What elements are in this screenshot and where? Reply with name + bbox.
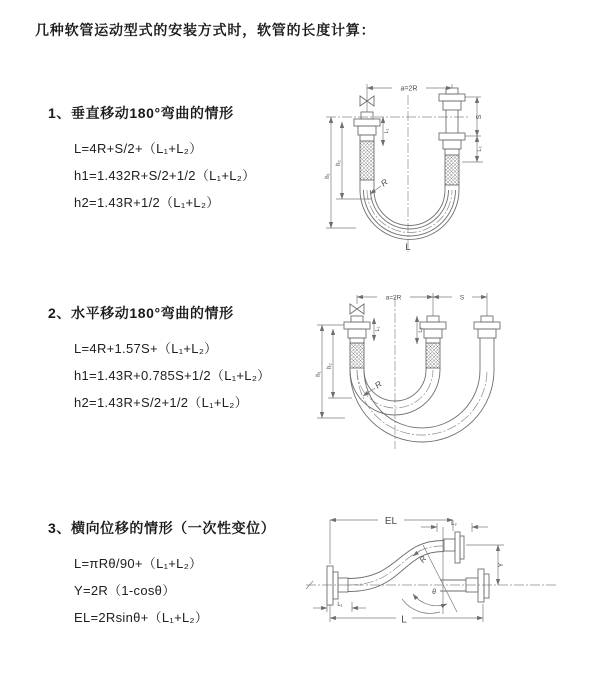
dim-label-length: L [401, 614, 407, 626]
section-2-heading: 2、水平移动180°弯曲的情形 [48, 305, 234, 321]
dim-label-s: S [476, 114, 483, 120]
construction-lines [402, 527, 457, 614]
right-flange-assembly [439, 88, 465, 185]
braided-hose-section [445, 155, 459, 185]
hose-u-bends [350, 368, 494, 442]
dim-label-l1: L₁ [337, 602, 343, 608]
l-dimension [330, 604, 483, 626]
left-dimensions [316, 325, 352, 418]
page-title: 几种软管运动型式的安装方式时，软管的长度计算： [35, 22, 376, 38]
section-1-formula-h2: h2=1.43R+1/2（L₁+L₂） [74, 195, 220, 210]
diagram-horizontal-180-bend [305, 283, 600, 453]
dim-label-l2: L₂ [418, 327, 424, 333]
section-3-formula-L: L=πRθ/90+（L₁+L₂） [74, 556, 203, 571]
y-dimension [466, 545, 505, 585]
dim-label-radius: R [417, 554, 429, 565]
section-2-formula-h1: h1=1.43R+0.785S+1/2（L₁+L₂） [74, 368, 271, 383]
section-3-heading: 3、横向位移的情形（一次性变位） [48, 520, 276, 536]
dim-label-h1: h₁ [316, 371, 322, 377]
section-1-formula-L: L=4R+S/2+（L₁+L₂） [74, 141, 203, 156]
section-1-formula-h1: h1=1.432R+S/2+1/2（L₁+L₂） [74, 168, 256, 183]
dim-label-s: S [459, 294, 465, 302]
right-flange-assembly [474, 316, 500, 370]
hose-u-bend [360, 180, 459, 239]
dim-label-radius: R [372, 378, 384, 391]
left-flange [327, 566, 348, 605]
section-2 [48, 303, 270, 416]
dim-label-theta: θ [432, 589, 436, 596]
middle-flange-assembly [420, 316, 446, 368]
section-3-formula-Y: Y=2R（1-cosθ） [74, 583, 176, 598]
dim-label-l1: L₁ [375, 326, 381, 332]
l1-dimension [313, 602, 366, 612]
diagram-lateral-displacement [300, 503, 600, 643]
lower-right-flange [440, 569, 489, 602]
section-1-heading: 1、垂直移动180°弯曲的情形 [48, 105, 234, 121]
braided-hose-section [426, 343, 440, 368]
radius-leader [413, 550, 429, 564]
dim-label-l2: L₂ [477, 146, 483, 152]
dim-label-span: a=2R [400, 85, 418, 93]
dim-label-h2: h₂ [336, 160, 342, 166]
diagram-vertical-180-bend [310, 75, 600, 260]
l2-dimension [421, 521, 488, 532]
end-length-dimensions [374, 316, 424, 344]
section-3 [48, 518, 275, 631]
dim-label-radius: R [378, 176, 390, 189]
top-dimension [357, 293, 487, 316]
section-2-formula-h2: h2=1.43R+S/2+1/2（L₁+L₂） [74, 395, 248, 410]
upper-right-flange [444, 532, 464, 563]
dim-label-h2: h₂ [327, 363, 333, 369]
dim-label-span: a=2R [385, 294, 402, 302]
braided-hose-section [360, 141, 374, 180]
dim-label-length: L [405, 242, 411, 253]
valve-icon [350, 304, 364, 314]
dim-label-l2: L₂ [451, 521, 457, 527]
section-3-formula-EL: EL=2Rsinθ+（L₁+L₂） [74, 610, 209, 625]
dim-label-l1: L₁ [384, 128, 390, 134]
hose-s-curve [348, 540, 444, 591]
l1-dimension [383, 117, 390, 146]
section-1 [48, 103, 255, 216]
right-dimensions [462, 97, 483, 162]
section-2-formula-L: L=4R+1.57S+（L₁+L₂） [74, 341, 218, 356]
left-flange-assembly [344, 316, 370, 368]
el-dimension [330, 516, 453, 564]
left-flange-assembly [354, 112, 380, 180]
dim-label-y: Y [498, 562, 505, 568]
braided-hose-section [350, 343, 364, 368]
dim-label-h1: h₁ [325, 173, 331, 179]
dim-label-el: EL [384, 516, 398, 527]
